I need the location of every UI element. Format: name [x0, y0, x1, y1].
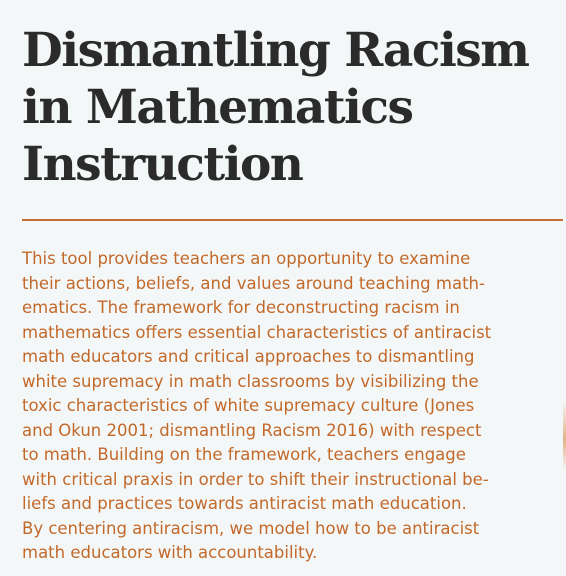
body-line: their actions, beliefs, and values around teaching math-: [22, 273, 485, 293]
body-line: with critical praxis in order to shift their instructional be-: [22, 469, 489, 489]
body-line: math educators with accountability.: [22, 543, 318, 562]
body-line: white supremacy in math classrooms by visibilizing the: [22, 371, 479, 391]
body-line: math educators and critical approaches to dismantling: [22, 347, 475, 366]
divider-rule: [22, 219, 566, 221]
body-line: liefs and practices towards antiracist math education.: [22, 494, 467, 513]
body-line: By centering antiracism, we model how to be antiracist: [22, 518, 480, 538]
body-line: and Okun 2001; dismantling Racism 2016) with respect: [22, 420, 482, 440]
body-line: This tool provides teachers an opportunity to examine: [22, 249, 471, 268]
body-paragraph: [22, 247, 536, 566]
body-line: mathematics offers essential characteristics of antiracist: [22, 322, 492, 342]
title-line-3: Instruction: [22, 137, 303, 192]
body-line: ematics. The framework for deconstructing racism in: [22, 298, 460, 317]
document-title: [22, 22, 562, 193]
title-line-2: in Mathematics: [22, 80, 413, 135]
body-line: to math. Building on the framework, teachers engage: [22, 445, 466, 464]
body-line: toxic characteristics of white supremacy culture (Jones: [22, 396, 475, 415]
title-line-1: Dismantling Racism: [22, 23, 529, 78]
